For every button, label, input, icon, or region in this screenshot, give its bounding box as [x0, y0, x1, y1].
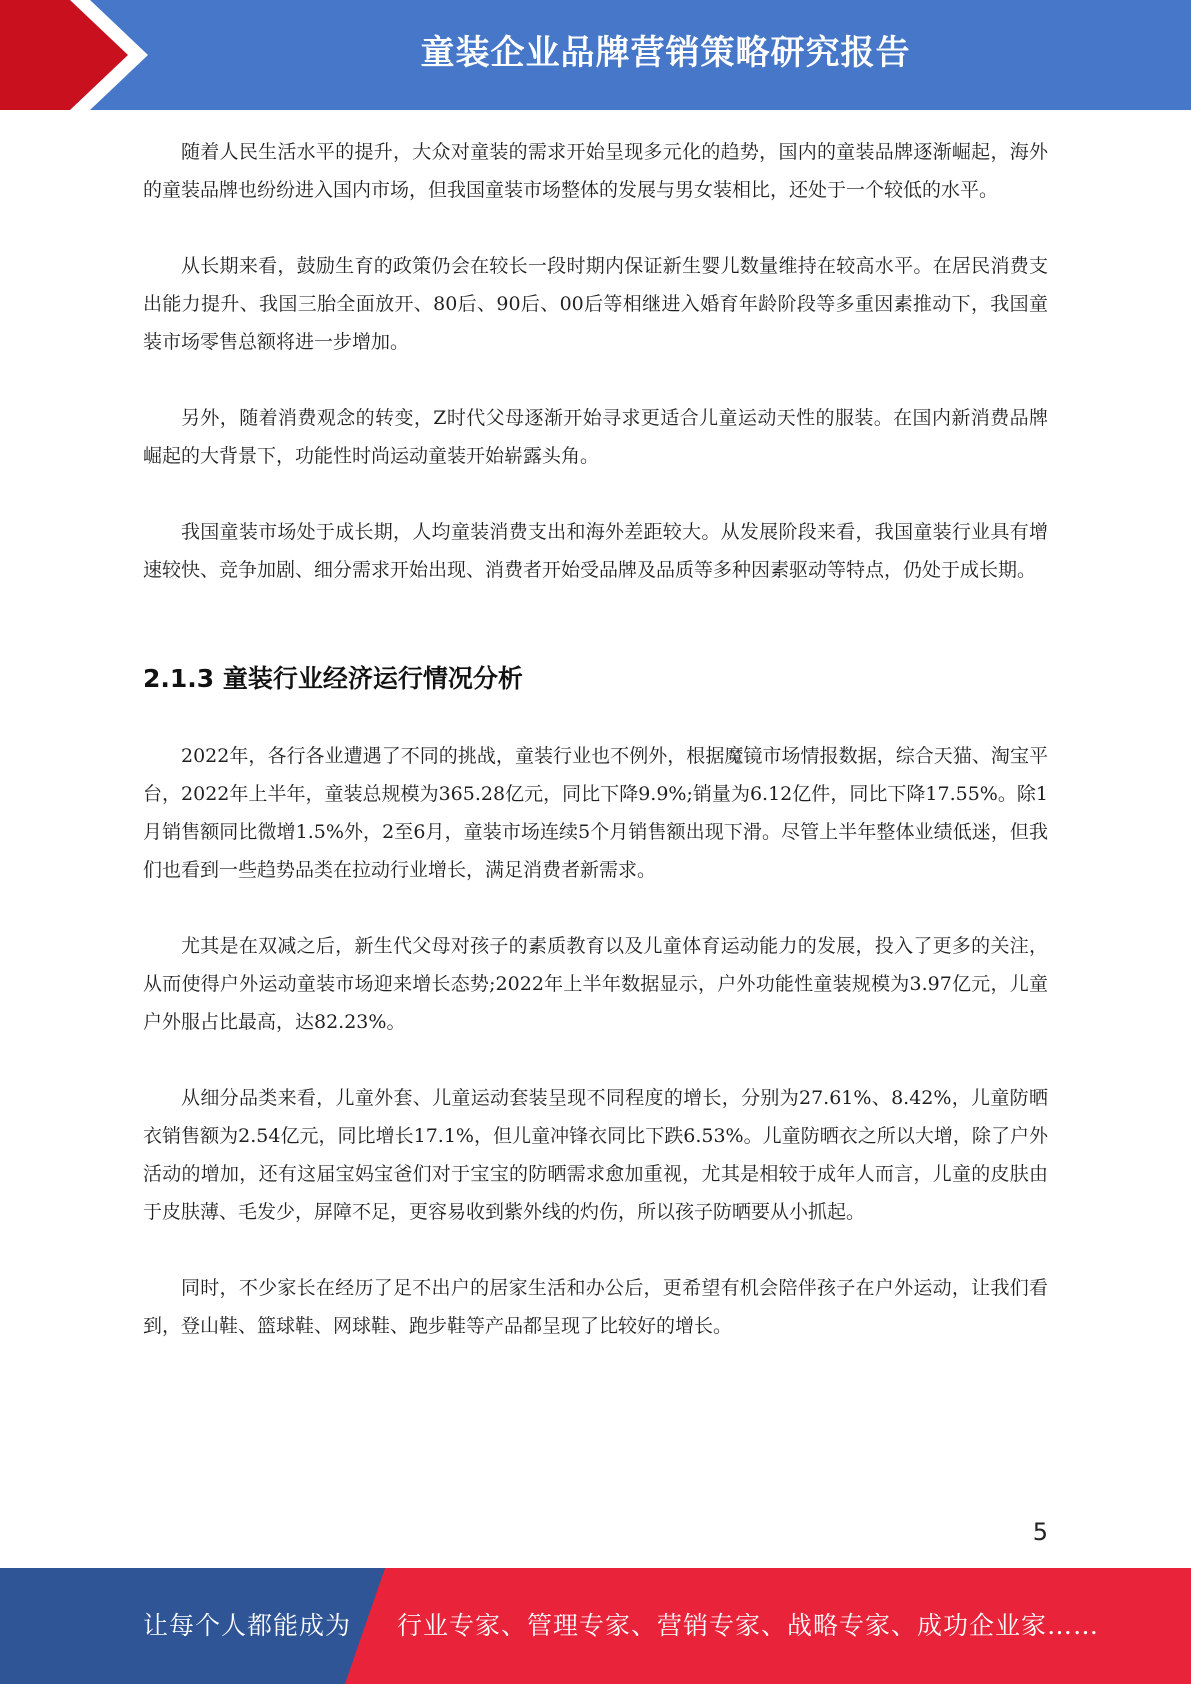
- body-paragraph: 尤其是在双减之后，新生代父母对孩子的素质教育以及儿童体育运动能力的发展，投入了更多的关注，从而使得户外运动童装市场迎来增长态势;2022年上半年数据显示，户外功能性童装规模为3.97亿元，儿童户外服占比最高，达82.23%。: [143, 935, 1048, 1033]
- section-heading: 2.1.3 童装行业经济运行情况分析: [143, 664, 523, 693]
- page-header: [0, 0, 1191, 110]
- report-title: 童装企业品牌营销策略研究报告: [420, 33, 911, 73]
- body-paragraph: 随着人民生活水平的提升，大众对童装的需求开始呈现多元化的趋势，国内的童装品牌逐渐崛起，海外的童装品牌也纷纷进入国内市场，但我国童装市场整体的发展与男女装相比，还处于一个较低的水平。: [143, 141, 1048, 201]
- body-paragraph: 我国童装市场处于成长期，人均童装消费支出和海外差距较大。从发展阶段来看，我国童装行业具有增速较快、竞争加剧、细分需求开始出现、消费者开始受品牌及品质等多种因素驱动等特点，仍处于成长期。: [143, 521, 1048, 581]
- footer-slogan-right: 行业专家、管理专家、营销专家、战略专家、成功企业家……: [397, 1611, 1100, 1640]
- page-number: 5: [1032, 1518, 1048, 1546]
- body-paragraph: 从细分品类来看，儿童外套、儿童运动套装呈现不同程度的增长，分别为27.61%、8.42%，儿童防晒衣销售额为2.54亿元，同比增长17.1%，但儿童冲锋衣同比下跌6.53%。儿童防晒衣之所以大增，除了户外活动的增加，还有这届宝妈宝爸们对于宝宝的防晒需求愈加重视，尤其是相较于成年人而言，儿童的皮肤由于皮肤薄、毛发少，屏障不足，更容易收到紫外线的灼伤，所以孩子防晒要从小抓起。: [143, 1087, 1048, 1223]
- header-chevron-decoration: [0, 0, 160, 110]
- body-paragraph: 同时，不少家长在经历了足不出户的居家生活和办公后，更希望有机会陪伴孩子在户外运动，让我们看到，登山鞋、篮球鞋、网球鞋、跑步鞋等产品都呈现了比较好的增长。: [143, 1277, 1048, 1337]
- page-footer: [0, 1568, 1191, 1684]
- document-body: [143, 133, 1048, 1345]
- body-paragraph: 另外，随着消费观念的转变，Z时代父母逐渐开始寻求更适合儿童运动天性的服装。在国内新消费品牌崛起的大背景下，功能性时尚运动童装开始崭露头角。: [143, 407, 1048, 467]
- body-paragraph: 2022年，各行各业遭遇了不同的挑战，童装行业也不例外，根据魔镜市场情报数据，综合天猫、淘宝平台，2022年上半年，童装总规模为365.28亿元，同比下降9.9%;销量为6.12亿件，同比下降17.55%。除1月销售额同比微增1.5%外，2至6月，童装市场连续5个月销售额出现下滑。尽管上半年整体业绩低迷，但我们也看到一些趋势品类在拉动行业增长，满足消费者新需求。: [143, 745, 1048, 881]
- footer-slogan-left: 让每个人都能成为: [143, 1611, 352, 1640]
- body-paragraph: 从长期来看，鼓励生育的政策仍会在较长一段时期内保证新生婴儿数量维持在较高水平。在居民消费支出能力提升、我国三胎全面放开、80后、90后、00后等相继进入婚育年龄阶段等多重因素推动下，我国童装市场零售总额将进一步增加。: [143, 255, 1048, 353]
